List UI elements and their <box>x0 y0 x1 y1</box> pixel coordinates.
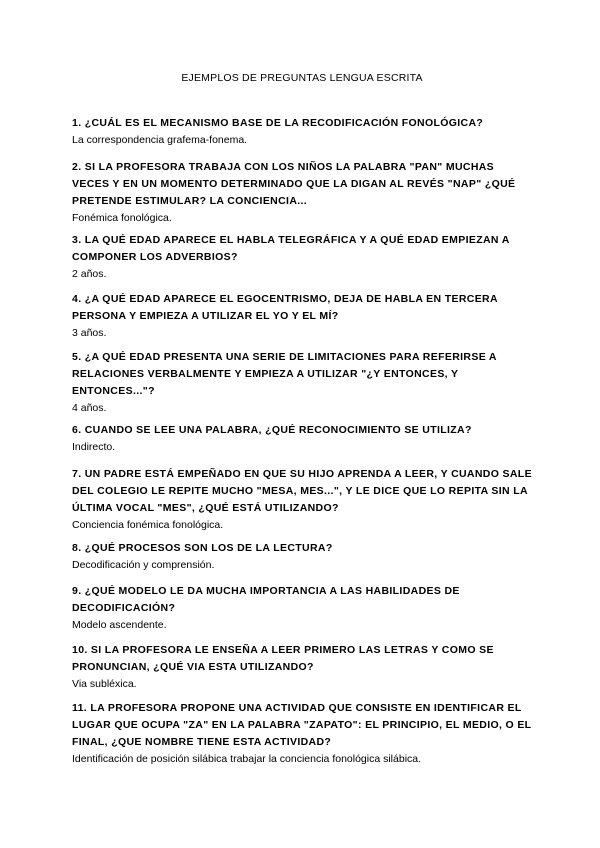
question-block-2 <box>72 159 532 226</box>
answer-text: Via subléxica. <box>72 678 137 690</box>
question-text: 10. SI LA PROFESORA LE ENSEÑA A LEER PRIMERO LAS LETRAS Y COMO SE PRONUNCIAN, ¿QUÉ VIA ESTA UTILIZANDO? <box>72 644 494 673</box>
question-text: 11. LA PROFESORA PROPONE UNA ACTIVIDAD QUE CONSISTE EN IDENTIFICAR EL LUGAR QUE OCUPA "ZA" EN LA PALABRA "ZAPATO": EL PRINCIPIO, EL MEDIO, O EL FINAL, ¿QUE NOMBRE TIENE ESTA ACTIVIDAD? <box>72 702 532 748</box>
document-title: EJEMPLOS DE PREGUNTAS LENGUA ESCRITA <box>181 72 423 84</box>
question-text: 8. ¿QUÉ PROCESOS SON LOS DE LA LECTURA? <box>72 542 333 554</box>
question-text: 4. ¿A QUÉ EDAD APARECE EL EGOCENTRISMO, DEJA DE HABLA EN TERCERA PERSONA Y EMPIEZA A UTILIZAR EL YO Y EL MÍ? <box>72 293 498 322</box>
answer-text: Modelo ascendente. <box>72 619 167 631</box>
question-block-3 <box>72 232 532 282</box>
question-text: 5. ¿A QUÉ EDAD PRESENTA UNA SERIE DE LIMITACIONES PARA REFERIRSE A RELACIONES VERBALMENTE Y EMPIEZA A UTILIZAR "¿Y ENTONCES, Y ENTONCES..."? <box>72 351 497 397</box>
answer-text: Fonémica fonológica. <box>72 212 172 224</box>
question-text: 6. CUANDO SE LEE UNA PALABRA, ¿QUÉ RECONOCIMIENTO SE UTILIZA? <box>72 424 472 436</box>
question-text: 7. UN PADRE ESTÁ EMPEÑADO EN QUE SU HIJO APRENDA A LEER, Y CUANDO SALE DEL COLEGIO LE REPITE MUCHO "MESA, MES...", Y LE DICE QUE LO REPITA SIN LA ÚLTIMA VOCAL "MES", ¿QUÉ ESTÁ UTILIZANDO? <box>72 468 532 514</box>
question-block-6 <box>72 422 532 455</box>
question-block-4 <box>72 291 532 341</box>
question-text: 2. SI LA PROFESORA TRABAJA CON LOS NIÑOS LA PALABRA "PAN" MUCHAS VECES Y EN UN MOMENTO DETERMINADO QUE LA DIGAN AL REVÉS "NAP" ¿QUÉ PRETENDE ESTIMULAR? LA CONCIENCIA... <box>72 161 516 207</box>
answer-text: La correspondencia grafema-fonema. <box>72 134 248 146</box>
question-block-5 <box>72 349 532 416</box>
question-block-11 <box>72 700 532 767</box>
question-text: 3. LA QUÉ EDAD APARECE EL HABLA TELEGRÁFICA Y A QUÉ EDAD EMPIEZAN A COMPONER LOS ADVERBIOS? <box>72 234 510 263</box>
question-text: 9. ¿QUÉ MODELO LE DA MUCHA IMPORTANCIA A LAS HABILIDADES DE DECODIFICACIÓN? <box>72 585 460 614</box>
question-text: 1. ¿CUÁL ES EL MECANISMO BASE DE LA RECODIFICACIÓN FONOLÓGICA? <box>72 117 484 129</box>
answer-text: Conciencia fonémica fonológica. <box>72 519 224 531</box>
answer-text: Identificación de posición silábica trabajar la conciencia fonológica silábica. <box>72 753 422 765</box>
answer-text: Indirecto. <box>72 441 116 453</box>
question-block-9 <box>72 583 532 633</box>
answer-text: 2 años. <box>72 268 107 280</box>
question-block-7 <box>72 466 532 533</box>
answer-text: 3 años. <box>72 327 107 339</box>
question-block-10 <box>72 642 532 692</box>
question-block-1 <box>72 115 532 148</box>
answer-text: 4 años. <box>72 402 107 414</box>
answer-text: Decodificación y comprensión. <box>72 559 215 571</box>
question-block-8 <box>72 540 532 573</box>
